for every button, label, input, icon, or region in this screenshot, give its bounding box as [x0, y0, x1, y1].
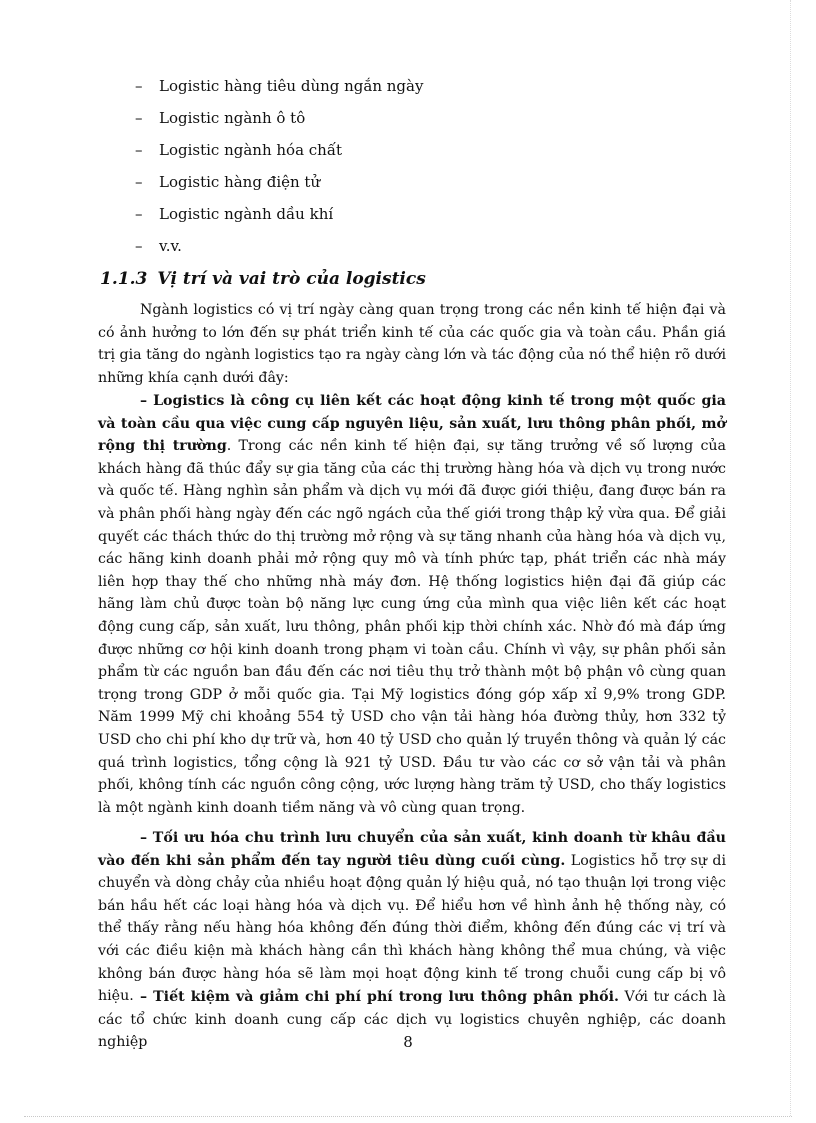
list-item-text: v.v.: [159, 237, 182, 255]
paragraph-body: Logistics hỗ trợ sự di chuyển và dòng chảy của nhiều hoạt động quản lý hiệu quả, nó tạo thuận lợi trong việc bán hầu hết các loại hàng hóa và dịch vụ. Để hiểu hơn về hình ảnh hệ thống này, có thể thấy rằng nếu hàng hóa không đến đúng thời điểm, không đến đúng các vị trí và với các điều kiện mà khách hàng cần thì khách hàng không thể mua chúng, và việc không bán được hàng hóa sẽ làm mọi hoạt động kinh tế trong chuỗi cung cấp bị vô hiệu.: [98, 852, 726, 1005]
bullet-dash: –: [135, 141, 143, 159]
paragraph-body: . Trong các nền kinh tế hiện đại, sự tăng trưởng về số lượng của khách hàng đã thúc đẩy sự gia tăng của các thị trường hàng hóa và dịch vụ trong nước và quốc tế. Hàng nghìn sản phẩm và dịch vụ mới đã được giới thiệu, đang được bán ra và phân phối hàng ngày đến các ngõ ngách của thế giới trong thập kỷ vừa qua. Để giải quyết các thách thức do thị trường mở rộng và sự tăng nhanh của hàng hóa và dịch vụ, các hãng kinh doanh phải mở rộng quy mô và tính phức tạp, phát triển các nhà máy liên hợp thay thế cho những nhà máy đơn. Hệ thống logistics hiện đại đã giúp các hãng làm chủ được toàn bộ năng lực cung ứng của mình qua việc liên kết các hoạt động cung cấp, sản xuất, lưu thông, phân phối kịp thời chính xác. Nhờ đó mà đáp ứng được những cơ hội kinh doanh trong phạm vi toàn cầu. Chính vì vậy, sự phân phối sản phẩm từ các nguồn ban đầu đến các nơi tiêu thụ trở thành một bộ phận vô cùng quan trọng trong GDP ở mỗi quốc gia. Tại Mỹ logistics đóng góp xấp xỉ 9,9% trong GDP. Năm 1999 Mỹ chi khoảng 554 tỷ USD cho vận tải hàng hóa đường thủy, hơn 332 tỷ USD cho chi phí kho dự trữ và, hơn 40 tỷ USD cho quản lý truyền thông và quản lý các quá trình logistics, tổng cộng là 921 tỷ USD. Đầu tư vào các cơ sở vận tải và phân phối, không tính các nguồn công cộng, ước lượng hàng trăm tỷ USD, cho thấy logistics là một ngành kinh doanh tiềm năng và vô cùng quan trọng.: [98, 438, 726, 816]
paragraph-lead: – Logistics là công cụ liên kết các hoạt động kinh tế trong một quốc gia và toàn cầu qua việc cung cấp nguyên liệu, sản xuất, lưu thông phân phối, mở rộng thị trường: [98, 393, 726, 455]
paragraph-body: Với tư cách là các tổ chức kinh doanh cung cấp các dịch vụ logistics chuyên nghiệp, các doanh nghiệp: [98, 989, 727, 1051]
list-item: [135, 204, 695, 236]
list-item-text: Logistic ngành dầu khí: [159, 205, 334, 223]
page-bottom-guide: [24, 1116, 792, 1117]
bullet-dash: –: [135, 237, 143, 255]
paragraph-linking-role: [98, 390, 726, 819]
paragraph-optimization-role: [98, 827, 726, 1008]
list-item: [135, 172, 695, 204]
paragraph-lead: – Tiết kiệm và giảm chi phí phí trong lưu thông phân phối.: [140, 989, 619, 1005]
section-number: 1.1.3: [100, 269, 148, 289]
paragraph-lead: – Tối ưu hóa chu trình lưu chuyển của sản xuất, kinh doanh từ khâu đầu vào đến khi sản phẩm đến tay người tiêu dùng cuối cùng.: [98, 830, 726, 869]
bullet-dash: –: [135, 109, 143, 127]
intro-paragraph: Ngành logistics có vị trí ngày càng quan trọng trong các nền kinh tế hiện đại và có ảnh hưởng to lớn đến sự phát triển kinh tế của các quốc gia và toàn cầu. Phần giá trị gia tăng do ngành logistics tạo ra ngày càng lớn và tác động của nó thể hiện rõ dưới những khía cạnh dưới đây:: [98, 302, 726, 386]
section-heading: [100, 267, 700, 291]
list-item-text: Logistic ngành hóa chất: [159, 141, 343, 159]
section-title: Vị trí và vai trò của logistics: [157, 269, 426, 289]
logistics-types-list: [135, 76, 695, 268]
list-item-text: Logistic ngành ô tô: [159, 109, 306, 127]
list-item: [135, 76, 695, 108]
list-item: [135, 108, 695, 140]
list-item: [135, 140, 695, 172]
list-item-text: Logistic hàng điện tử: [159, 173, 321, 191]
list-item-text: Logistic hàng tiêu dùng ngắn ngày: [159, 77, 424, 95]
page-number: 8: [403, 1033, 413, 1051]
page-margin-guide: [790, 0, 791, 1116]
list-item: [135, 236, 695, 268]
bullet-dash: –: [135, 205, 143, 223]
bullet-dash: –: [135, 77, 143, 95]
bullet-dash: –: [135, 173, 143, 191]
